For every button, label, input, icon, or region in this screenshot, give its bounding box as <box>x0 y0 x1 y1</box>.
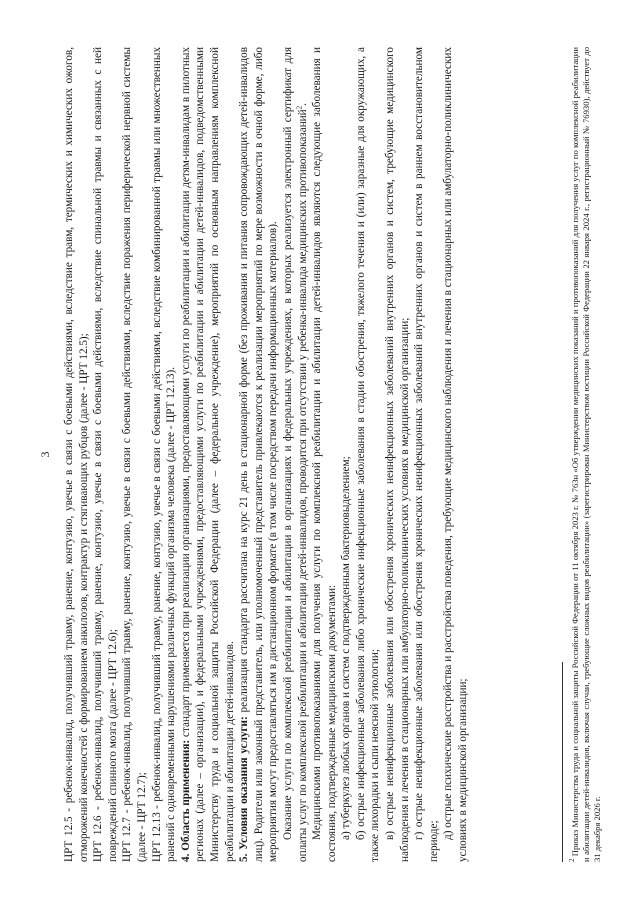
list-item-g: г) острые неинфекционные заболевания или обострения хронических неинфекционных заболеваний внутренних органов и систем в раннем восстановительном периоде; <box>413 47 440 862</box>
list-item-v: в) острые неинфекционные заболевания или обострения хронических неинфекционных заболеваний внутренних органов и систем, требующие медицинского наблюдения и лечения в стационарных или амбулаторно-поликлинических условиях в медицинской организации; <box>384 47 411 862</box>
rotated-document <box>40 47 615 862</box>
paragraph-certificate: Оказание услуги по комплексной реабилитации и абилитации в организациях и федеральных учреждениях, в которых реализуется электронный сертификат для оплаты услуг по комплексной реабилитации и абилитации детей-инвалидов, проводится при отсутствии у ребенка-инвалида медицинских противопоказаний$^2$. <box>281 47 309 862</box>
paragraph-crt-12-13: ЦРТ 12.13 - ребенок-инвалид, получивший травму, ранение, контузию, увечье в связи с боевыми действиями, вследствие комбинированной травмы или множественных ранений с одновременными нарушениями различных функций организма человека (далее - ЦРТ 12.13). <box>150 47 178 862</box>
paragraph-conditions <box>237 47 281 862</box>
certificate-text: Оказание услуги по комплексной реабилитации и абилитации в организациях и федеральных учреждениях, в которых реализуется электронный сертификат для оплаты услуг по комплексной реабилитации и абилитации детей-инвалидов, проводится при отсутствии у ребенка-инвалида медицинских противопоказаний <box>281 47 309 862</box>
scope-heading: 4. Область применения: <box>179 739 192 862</box>
conditions-heading: 5. Условия оказания услуги: <box>238 716 251 862</box>
list-item-b: б) острые инфекционные заболевания либо хронические инфекционные заболевания в стадии обострения, тяжелого течения и (или) заразные для окружающих, а также лихорадки и сыпи неясной этиологии; <box>354 47 382 862</box>
list-item-d: д) острые психические расстройства и расстройства поведения, требующие медицинского наблюдения и лечения в стационарных или амбулаторно-поликлинических условиях в медицинской организации; <box>442 47 470 862</box>
document-body <box>62 47 471 862</box>
page-number: 3 <box>38 451 52 458</box>
footnote <box>570 47 603 862</box>
footnote-reference: 2 <box>294 105 303 110</box>
footnote-marker: 2 <box>568 858 577 862</box>
footnote-separator <box>562 662 563 862</box>
scope-text: стандарт применяется при реализации организациями, предоставляющими услуги по реабилитации и абилитации детям-инвалидам в пилотных регионах (далее – организации), и федеральными учреждениями, предоставляющими услуги по реабилитации и абилитации детей-инвалидов, подведомственными Министерству труда и социальной защиты Российской Федерации (далее – федеральное учреждение), мероприятий по основным направлениям комплексной реабилитации и абилитации детей-инвалидов. <box>179 47 236 862</box>
paragraph-scope <box>179 47 237 862</box>
paragraph-crt-12-5: ЦРТ 12.5 - ребенок-инвалид, получивший травму, ранение, контузию, увечье в связи с боевыми действиями, вследствие травм, термических и химических ожогов, отморожений конечностей с формированием анкилозов, контрактур и стягивающих рубцов (далее - ЦРТ 12.5); <box>63 47 90 862</box>
paragraph-crt-12-7: ЦРТ 12.7 - ребенок-инвалид, получивший травму, ранение, контузию, увечье в связи с боевыми действиями, вследствие поражения периферической нервной системы (далее - ЦРТ 12.7); <box>121 47 148 862</box>
conditions-text: реализация стандарта рассчитана на курс 21 день в стационарной форме (без проживания и питания сопровождающих детей-инвалидов лиц). Родители или законный представитель, или уполномоченный представитель привлекаются к реализации мероприятий по мере возможности в очной форме, либо мероприятия могут предоставляться им в дистанционном формате (в том числе посредством передачи информационных материалов). <box>238 47 280 862</box>
list-item-a: а) туберкулез любых органов и систем с подтвержденным бактериовыделением; <box>340 456 353 840</box>
footnote-text: Приказ Министерства труда и социальной защиты Российской Федерации от 11 октября 2023 г. № 763н «Об утверждении медицинских показаний и противопоказаний для получения услуг по комплексной реабилитации и абилитации детей-инвалидов, включая случаи, требующие сложных видов реабилитации» (зарегистрирован Министерством юстиции Российской Федерации 22 января 2024 г., регистрационный № 76930), действует до 31 декабря 2026 г. <box>570 47 602 862</box>
paragraph-contraindications: Медицинскими противопоказаниями для получения услуги по комплексной реабилитации и абилитации детей-инвалидов являются следующие заболевания и состояния, подтвержденные медицинскими документами: <box>311 47 338 862</box>
paragraph-crt-12-6: ЦРТ 12.6 - ребенок-инвалид, получивший травму, ранение, контузию, увечье в связи с боевыми действиями, вследствие спинальной травмы и связанных с ней повреждений спинного мозга (далее - ЦРТ 12.6); <box>92 47 119 862</box>
